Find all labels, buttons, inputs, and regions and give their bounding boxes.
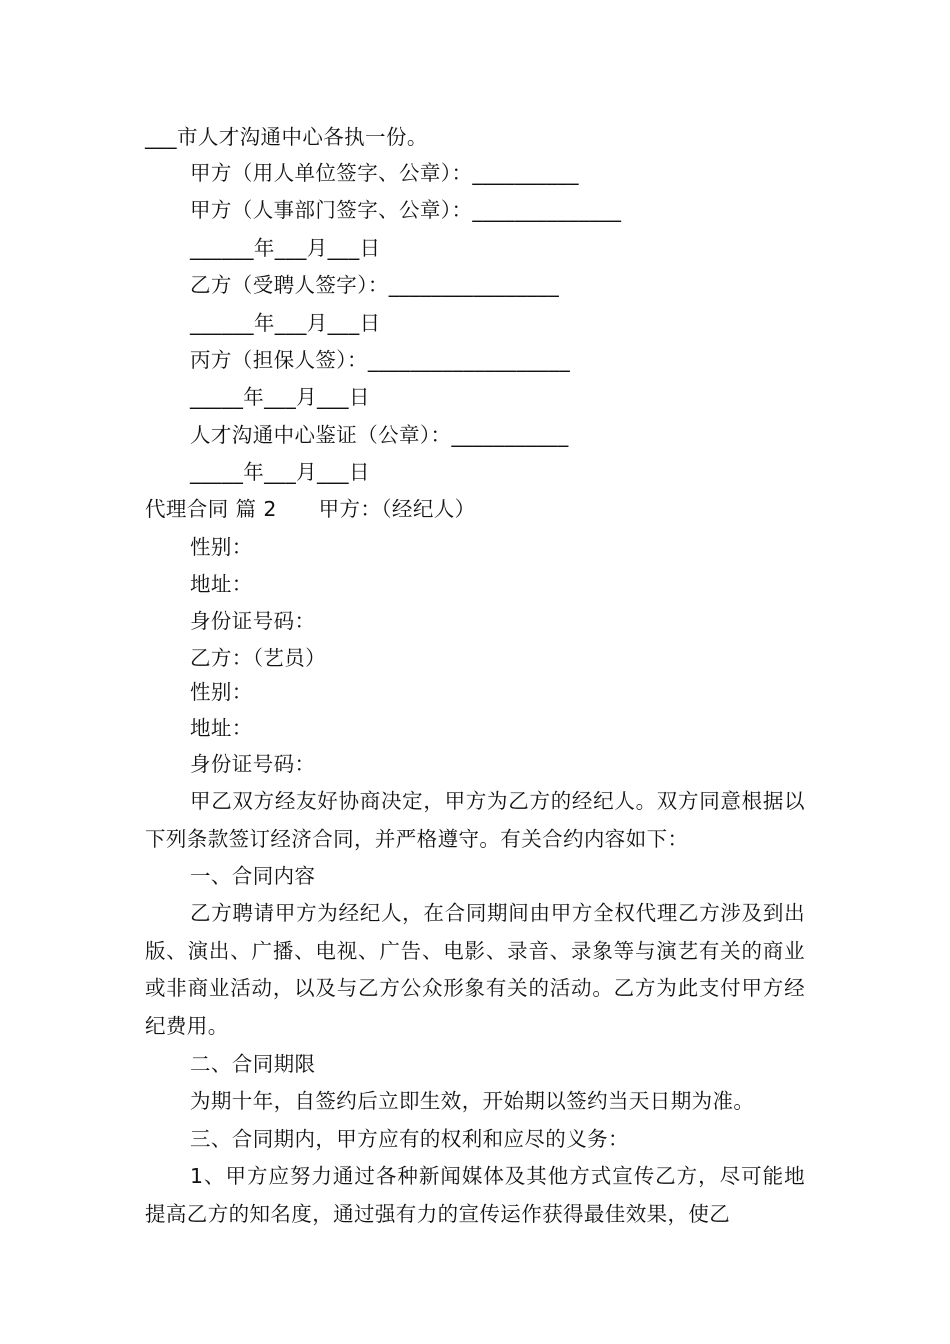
section-heading-content: 一、合同内容	[190, 864, 316, 888]
field-gender: 性别：	[190, 680, 253, 704]
signature-line-party-a-hr: 甲方（人事部门签字、公章）：______________	[190, 198, 622, 222]
field-gender: 性别：	[190, 535, 253, 559]
date-line: _____年___月___日	[190, 385, 370, 409]
section-heading-rights: 三、合同期内，甲方应有的权利和应尽的义务：	[190, 1127, 629, 1151]
field-address: 地址：	[190, 716, 253, 740]
date-line: _____年___月___日	[190, 460, 370, 484]
paragraph-term: 为期十年，自签约后立即生效，开始期以签约当天日期为准。	[190, 1089, 755, 1113]
signature-line-party-b: 乙方（受聘人签字）：________________	[190, 273, 560, 297]
date-line: ______年___月___日	[190, 311, 381, 335]
paragraph-content: 乙方聘请甲方为经纪人，在合同期间由甲方全权代理乙方涉及到出版、演出、广播、电视、广告、电影、录音、录象等与演艺有关的商业或非商业活动，以及与乙方公众形象有关的活动。乙方为此支付甲方经纪费用。	[145, 901, 805, 1038]
paragraph-intro: 甲乙双方经友好协商决定，甲方为乙方的经纪人。双方同意根据以下列条款签订经济合同，并严格遵守。有关合约内容如下：	[145, 789, 805, 851]
contract-heading: 代理合同 篇 2 甲方：（经纪人）	[145, 497, 476, 521]
field-id-number: 身份证号码：	[190, 609, 316, 633]
field-id-number: 身份证号码：	[190, 752, 316, 776]
section-heading-term: 二、合同期限	[190, 1052, 316, 1076]
paragraph-clause-1: 1、甲方应努力通过各种新闻媒体及其他方式宣传乙方，尽可能地提高乙方的知名度，通过强有力的宣传运作获得最佳效果，使乙	[145, 1164, 805, 1226]
text-line: ___市人才沟通中心各执一份。	[145, 125, 428, 149]
signature-line-party-a-unit: 甲方（用人单位签字、公章）：__________	[190, 161, 579, 185]
verification-line: 人才沟通中心鉴证（公章）：___________	[190, 423, 569, 447]
date-line: ______年___月___日	[190, 236, 381, 260]
signature-line-party-c: 丙方（担保人签）：___________________	[190, 348, 571, 372]
party-b-heading: 乙方：（艺员）	[190, 646, 327, 670]
field-address: 地址：	[190, 572, 253, 596]
